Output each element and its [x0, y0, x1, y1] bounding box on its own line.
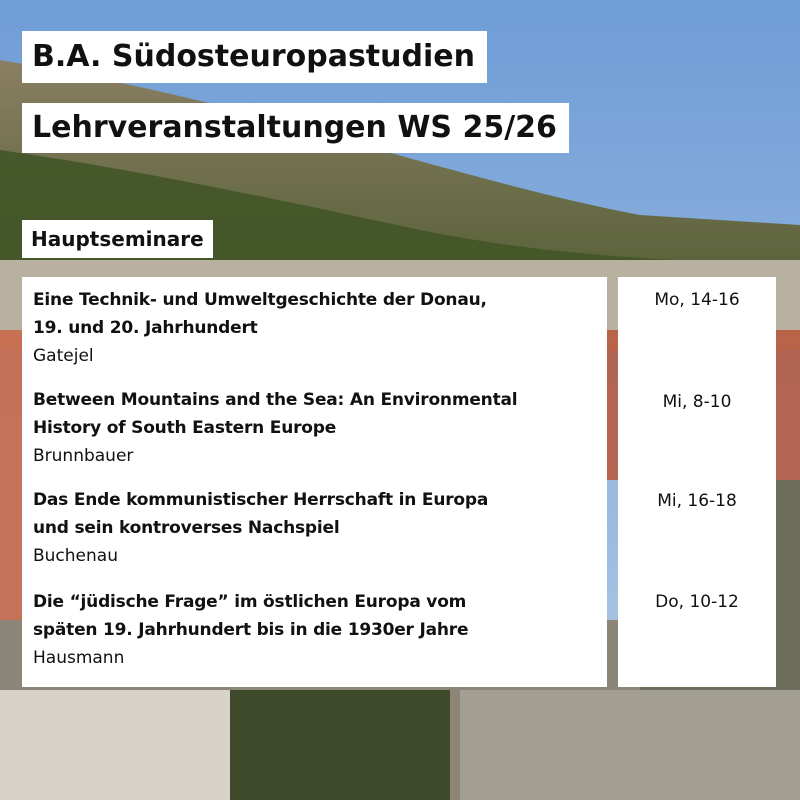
- course-title: und sein kontroverses Nachspiel: [33, 518, 340, 538]
- course-item: [33, 486, 603, 570]
- course-title: Eine Technik- und Umweltgeschichte der Donau,: [33, 290, 487, 310]
- course-lecturer: Hausmann: [33, 648, 125, 668]
- course-time: Do, 10-12: [655, 592, 739, 612]
- course-item: [33, 386, 603, 470]
- course-list: [22, 277, 607, 687]
- section-heading: Hauptseminare: [22, 220, 213, 258]
- course-time: Mi, 8-10: [662, 392, 732, 412]
- course-title: Between Mountains and the Sea: An Environmental: [33, 390, 518, 410]
- course-lecturer: Gatejel: [33, 346, 94, 366]
- schedule-column: [618, 277, 776, 687]
- course-time: Mo, 14-16: [654, 290, 740, 310]
- course-title: späten 19. Jahrhundert bis in die 1930er Jahre: [33, 620, 469, 640]
- course-lecturer: Buchenau: [33, 546, 118, 566]
- page-title-line2: Lehrveranstaltungen WS 25/26: [22, 103, 569, 153]
- course-title: 19. und 20. Jahrhundert: [33, 318, 258, 338]
- page-title-line1: B.A. Südosteuropastudien: [22, 31, 487, 83]
- course-lecturer: Brunnbauer: [33, 446, 134, 466]
- course-item: [33, 286, 603, 370]
- course-title: History of South Eastern Europe: [33, 418, 337, 438]
- course-title: Die “jüdische Frage” im östlichen Europa vom: [33, 592, 467, 612]
- course-item: [33, 588, 603, 672]
- course-time: Mi, 16-18: [657, 491, 737, 511]
- course-title: Das Ende kommunistischer Herrschaft in Europa: [33, 490, 489, 510]
